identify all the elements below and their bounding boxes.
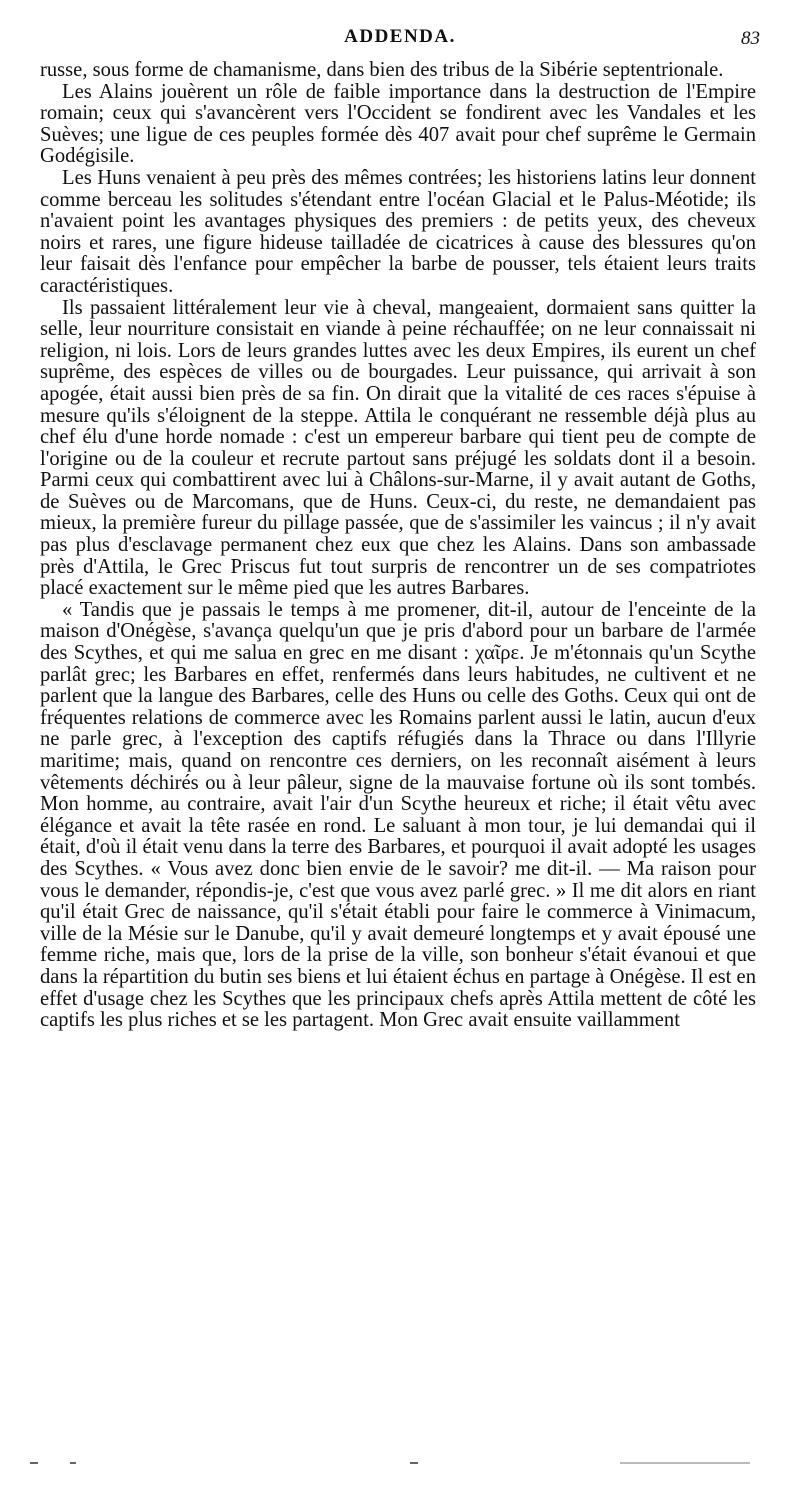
scan-mark [70,1462,76,1464]
paragraph-alains: Les Alains jouèrent un rôle de faible importance dans la destruction de l'Empire romain; ceux qui s'avancèrent vers l'Occident se fondirent avec les Vandales et les Suèves; une ligue de ces peuples formée dès 407 avait pour chef suprême le Germain Godégisile. [40,80,756,168]
footer-scan-marks [30,1462,760,1466]
scan-mark [620,1462,750,1464]
paragraph-huns-origin: Les Huns venaient à peu près des mêmes contrées; les historiens latins leur donnent comme berceau les solitudes s'étendant entre l'océan Glacial et le Palus-Méotide; ils n'avaient point les avantages physiques des premiers : de petits yeux, des cheveux noirs et rares, une figure hideuse tailladée de cicatrices à cause des blessures qu'on leur faisait dès l'enfance pour empêcher la barbe de pousser, tels étaient leurs traits caractéristiques. [40,166,756,297]
body-text [40,60,756,1032]
page-number: 83 [741,28,760,49]
paragraph-huns-life: Ils passaient littéralement leur vie à cheval, mangeaient, dormaient sans quitter la selle, leur nourriture consistait en viande à peine réchauffée; on ne leur connaissait ni religion, ni lois. Lors de leurs grandes luttes avec les deux Empires, ils eurent un chef suprême, des espèces de villes ou de bourgades. Leur puissance, qui arrivait à son apogée, était aussi bien près de sa fin. On dirait que la vitalité de ces races s'épuise à mesure qu'ils s'éloignent de la steppe. Attila le conquérant ne ressemble déjà plus au chef élu d'une horde nomade : c'est un empereur barbare qui tient peu de compte de l'origine ou de la couleur et recrute partout sans préjugé les soldats dont il a besoin. Parmi ceux qui combattirent avec lui à Châlons-sur-Marne, il y avait autant de Goths, de Suèves ou de Marcomans, que de Huns. Ceux-ci, du reste, ne demandaient pas mieux, la première fureur du pillage passée, que de s'assimiler les vaincus ; il n'y avait pas plus d'esclavage permanent chez eux que chez les Alains. Dans son ambassade près d'Attila, le Grec Priscus fut tout surpris de rencontrer un de ses compatriotes placé exactement sur le même pied que les autres Barbares. [40,296,756,600]
running-title: ADDENDA. [344,26,456,47]
paragraph-continuation: russe, sous forme de chamanisme, dans bien des tribus de la Sibérie septentrionale. [40,59,724,81]
scan-mark [410,1462,418,1464]
scan-mark [30,1462,38,1464]
page-header [40,26,760,52]
paragraph-priscus-quote: « Tandis que je passais le temps à me promener, dit-il, autour de l'enceinte de la maison d'Onégèse, s'avança quelqu'un que je pris d'abord pour un barbare de l'armée des Scythes, et qui me salua en grec en me disant : χαῖρε. Je m'étonnais qu'un Scythe parlât grec; les Barbares en effet, renfermés dans leurs habitudes, ne cultivent et ne parlent que la langue des Barbares, celle des Huns ou celle des Goths. Ceux qui ont de fréquentes relations de commerce avec les Romains parlent aussi le latin, aucun d'eux ne parle grec, à l'exception des captifs réfugiés dans la Thrace ou dans l'Illyrie maritime; mais, quand on rencontre ces derniers, on les reconnaît aisément à leurs vêtements déchirés ou à leur pâleur, signe de la mauvaise fortune où ils sont tombés. Mon homme, au contraire, avait l'air d'un Scythe heureux et riche; il était vêtu avec élégance et avait la tête rasée en rond. Le saluant à mon tour, je lui demandai qui il était, d'où il était venu dans la terre des Barbares, et pourquoi il avait adopté les usages des Scythes. « Vous avez donc bien envie de le savoir? me dit-il. — Ma raison pour vous le demander, répondis-je, c'est que vous avez parlé grec. » Il me dit alors en riant qu'il était Grec de naissance, qu'il s'était établi pour faire le commerce à Vinimacum, ville de la Mésie sur le Danube, qu'il y avait demeuré longtemps et y avait épousé une femme riche, mais que, lors de la prise de la ville, son bonheur s'était évanoui et que dans la répartition du butin ses biens et lui étaient échus en partage à Onégèse. Il est en effet d'usage chez les Scythes que les principaux chefs après Attila mettent de côté les captifs les plus riches et se les partagent. Mon Grec avait ensuite vaillamment [40,598,756,1032]
